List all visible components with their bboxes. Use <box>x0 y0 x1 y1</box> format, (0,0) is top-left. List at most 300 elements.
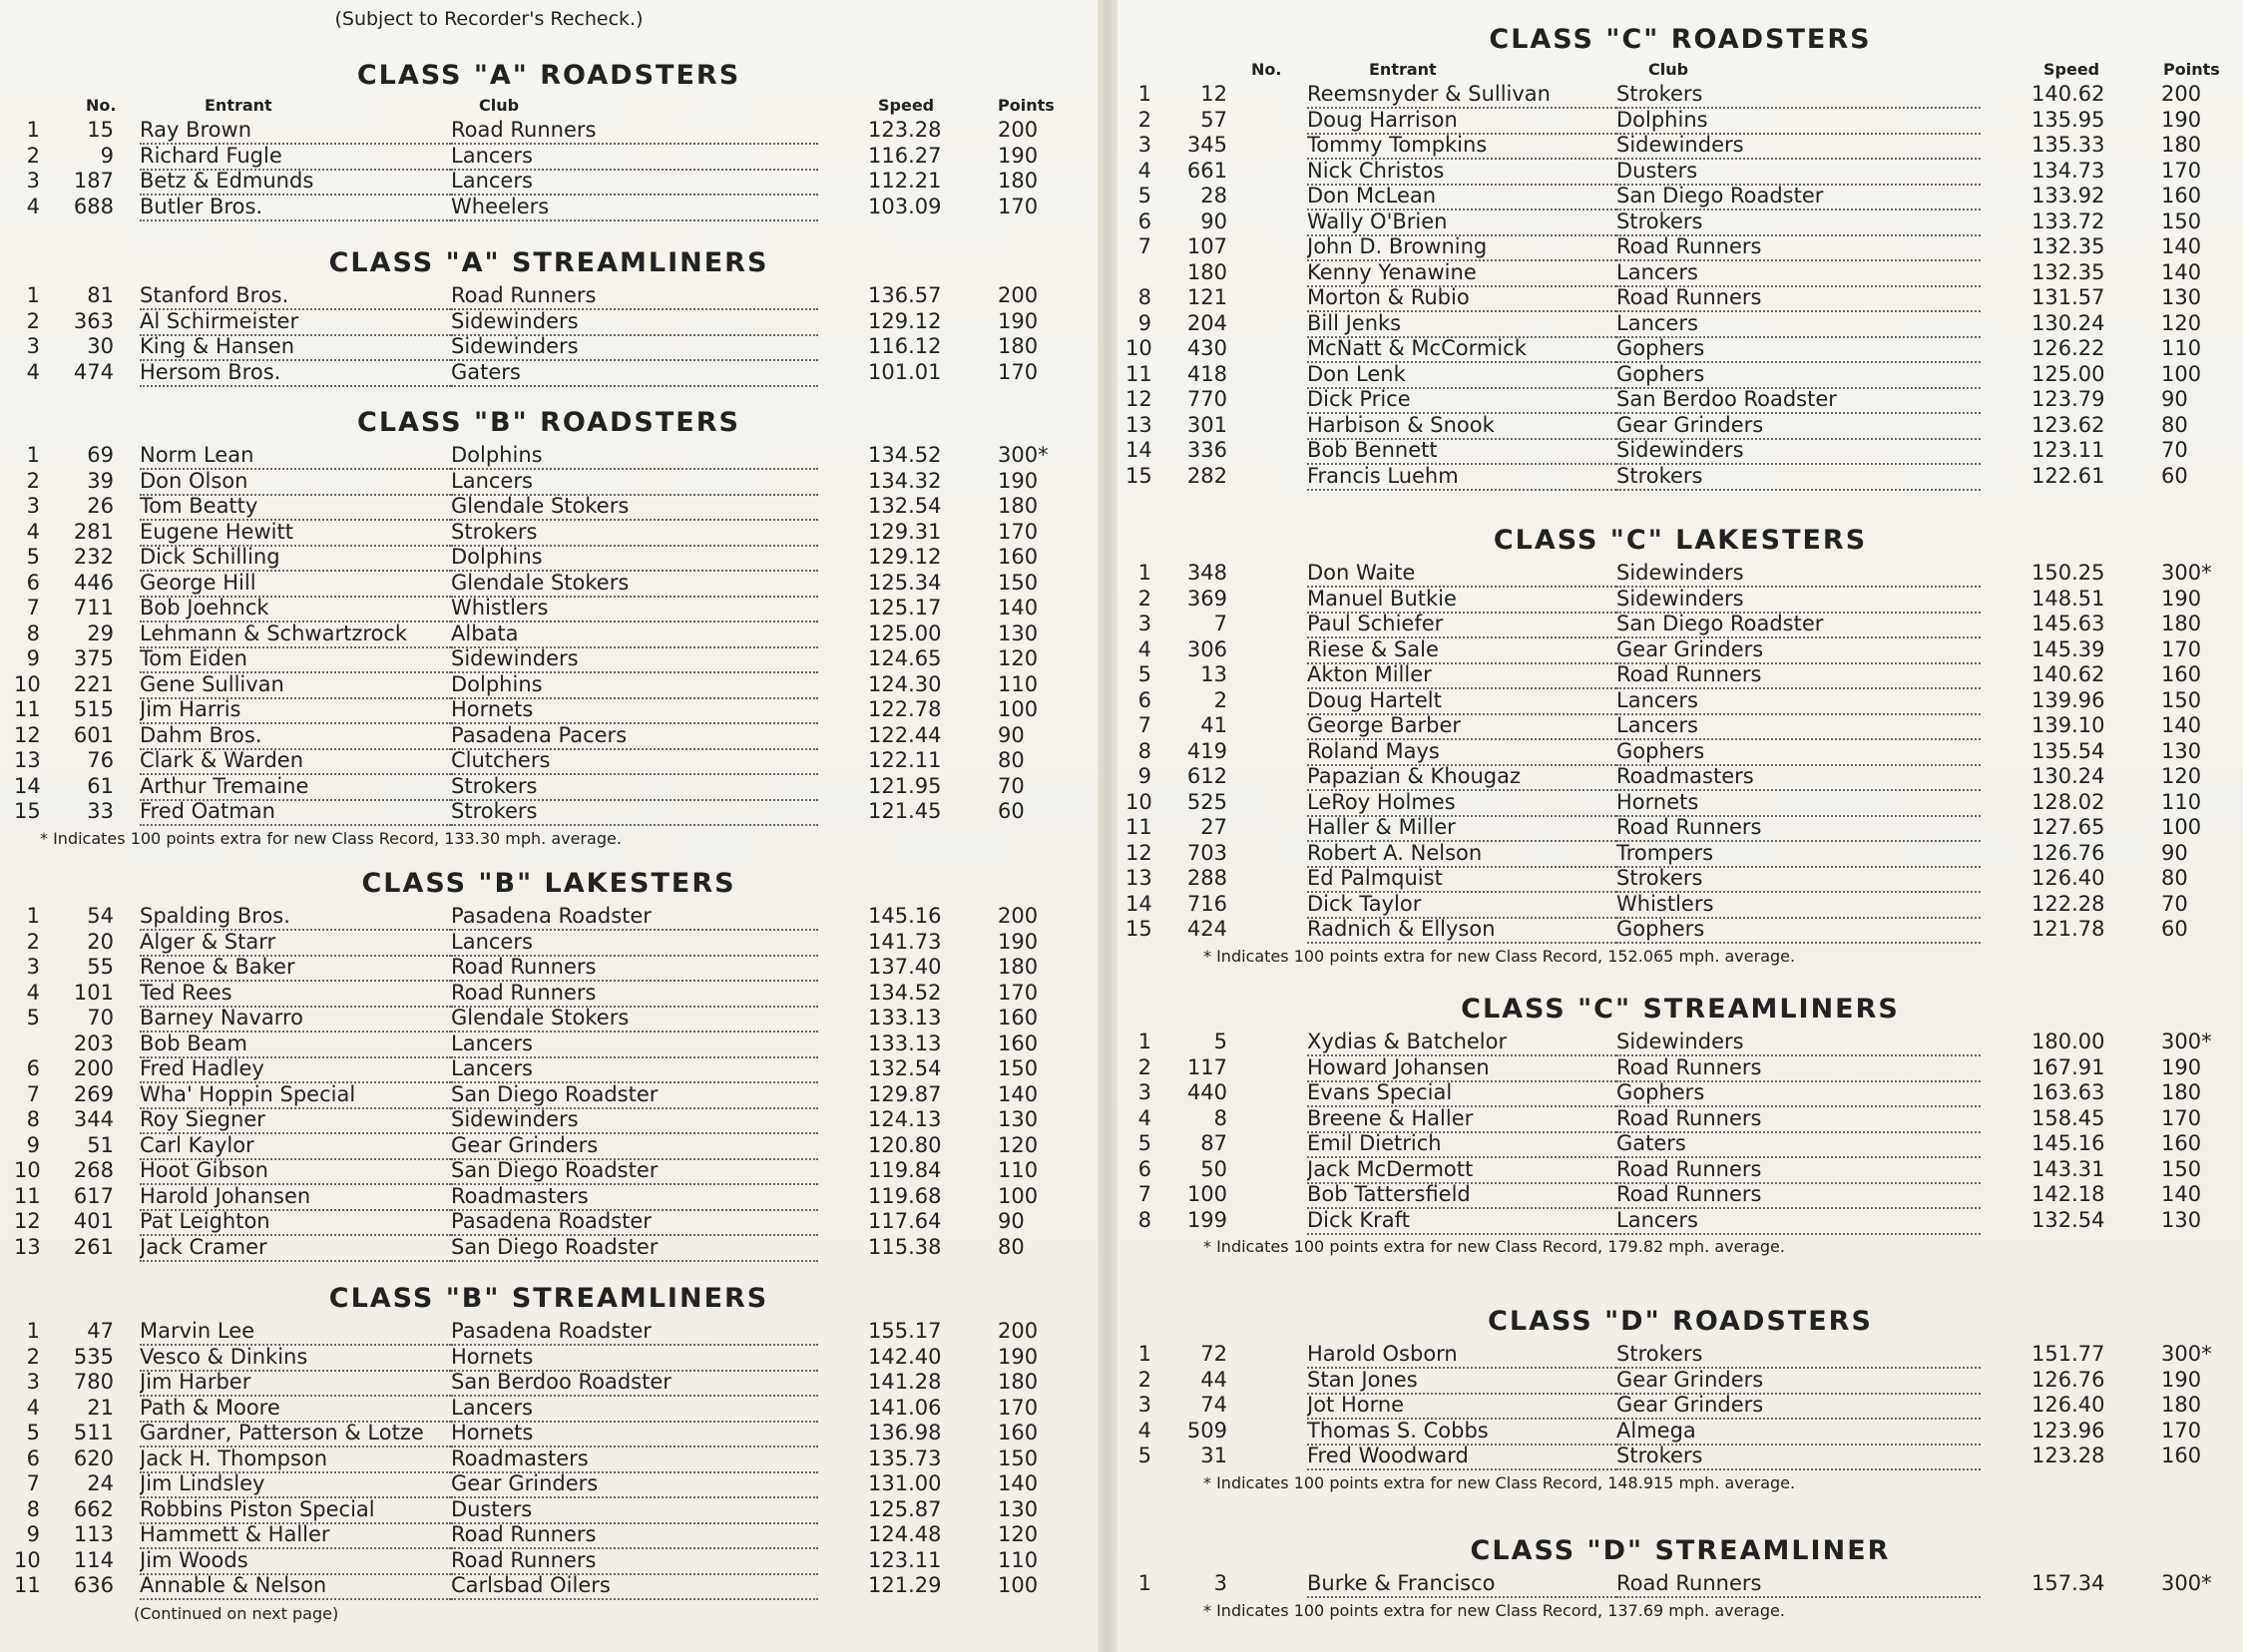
place-cell: 5 <box>1137 1131 1151 1155</box>
place-cell: 4 <box>26 359 40 384</box>
table-row <box>1118 1419 2243 1445</box>
place-cell: 2 <box>26 308 40 333</box>
place-cell: 1 <box>1137 1342 1151 1366</box>
points-cell: 190 <box>2161 107 2202 132</box>
points-cell: 180 <box>2161 1080 2202 1104</box>
place-cell: 3 <box>1137 1080 1151 1104</box>
table-row <box>0 1497 1098 1523</box>
car-number-cell: 288 <box>1186 866 1227 890</box>
speed-cell: 142.18 <box>2031 1182 2105 1206</box>
table-row <box>1118 362 2243 388</box>
car-number-cell: 620 <box>73 1446 114 1470</box>
table-row <box>0 930 1098 956</box>
table-row <box>0 1158 1098 1184</box>
speed-cell: 121.95 <box>868 773 942 798</box>
place-cell: 4 <box>26 519 40 544</box>
club-cell: Pasadena Roadster <box>451 1319 818 1346</box>
points-cell: 180 <box>998 169 1039 193</box>
speed-cell: 140.62 <box>2031 662 2105 686</box>
entrant-cell: Radnich & Ellyson <box>1307 917 1616 944</box>
club-cell: Albata <box>451 621 818 648</box>
car-number-cell: 418 <box>1186 361 1227 386</box>
speed-cell: 124.30 <box>868 671 942 696</box>
place-cell: 1 <box>1137 1030 1151 1053</box>
club-cell: Road Runners <box>451 283 818 310</box>
table-row <box>0 1573 1098 1599</box>
entrant-cell: Jim Lindsley <box>140 1471 451 1498</box>
speed-cell: 101.01 <box>868 359 942 384</box>
car-number-cell: 221 <box>73 671 114 696</box>
table-row <box>1118 892 2243 918</box>
entrant-cell: Don Lenk <box>1307 362 1616 389</box>
table-row <box>0 1471 1098 1497</box>
car-number-cell: 345 <box>1186 133 1227 157</box>
club-cell: Sidewinders <box>1616 561 1981 588</box>
points-cell: 180 <box>2161 133 2202 157</box>
points-cell: 130 <box>2161 1207 2202 1232</box>
points-cell: 200 <box>2161 82 2202 106</box>
column-headers <box>1118 60 2243 82</box>
club-cell: San Berdoo Roadster <box>451 1370 818 1397</box>
points-cell: 200 <box>998 118 1039 142</box>
place-cell: 4 <box>26 1395 40 1420</box>
car-number-cell: 30 <box>87 334 114 358</box>
entrant-cell: Nick Christos <box>1307 159 1616 186</box>
entrant-cell: George Barber <box>1307 713 1616 740</box>
right-page <box>1118 0 2243 1652</box>
speed-cell: 135.95 <box>2031 107 2105 132</box>
table-row <box>1118 311 2243 337</box>
points-cell: 160 <box>998 545 1039 569</box>
table-row <box>1118 561 2243 587</box>
points-cell: 150 <box>998 570 1039 595</box>
club-cell: Hornets <box>451 697 818 724</box>
points-cell: 90 <box>2161 387 2188 411</box>
speed-cell: 126.76 <box>2031 1367 2105 1392</box>
club-cell: Road Runners <box>1616 1182 1981 1209</box>
speed-cell: 133.13 <box>868 1031 942 1055</box>
place-cell: 7 <box>26 1081 40 1106</box>
speed-cell: 128.02 <box>2031 789 2105 814</box>
place-cell: 15 <box>14 799 41 823</box>
club-cell: Sidewinders <box>451 646 818 673</box>
entrant-cell: Francis Luehm <box>1307 464 1616 491</box>
points-cell: 110 <box>2161 336 2202 360</box>
table-row <box>0 646 1098 672</box>
place-cell: 2 <box>26 143 40 168</box>
car-number-cell: 200 <box>73 1056 114 1080</box>
speed-cell: 134.73 <box>2031 158 2105 183</box>
entrant-cell: Doug Hartelt <box>1307 688 1616 715</box>
entrant-cell: Robert A. Nelson <box>1307 841 1616 868</box>
place-cell: 3 <box>26 1370 40 1394</box>
club-cell: Gear Grinders <box>1616 1393 1981 1420</box>
entrant-cell: Alger & Starr <box>140 930 451 957</box>
club-cell: Carlsbad Oilers <box>451 1573 818 1600</box>
place-cell: 6 <box>1137 1156 1151 1181</box>
points-cell: 80 <box>2161 866 2188 890</box>
place-cell: 4 <box>1137 1105 1151 1130</box>
place-cell: 2 <box>1137 1367 1151 1392</box>
points-cell: 170 <box>998 1395 1039 1420</box>
car-number-cell: 344 <box>73 1107 114 1131</box>
car-number-cell: 41 <box>1200 713 1227 737</box>
club-cell: Dolphins <box>451 545 818 572</box>
place-cell: 1 <box>26 283 40 307</box>
car-number-cell: 430 <box>1186 336 1227 360</box>
car-number-cell: 7 <box>1213 612 1227 635</box>
place-cell: 2 <box>26 468 40 493</box>
car-number-cell: 187 <box>73 169 114 193</box>
car-number-cell: 306 <box>1186 636 1227 661</box>
table-row <box>1118 1444 2243 1469</box>
car-number-cell: 29 <box>87 620 114 645</box>
points-cell: 170 <box>2161 158 2202 183</box>
entrant-cell: Doug Harrison <box>1307 108 1616 135</box>
club-cell: Sidewinders <box>451 1107 818 1134</box>
table-row <box>0 545 1098 571</box>
place-cell: 5 <box>26 1006 40 1030</box>
entrant-cell: Don McLean <box>1307 184 1616 210</box>
record-footnote: * Indicates 100 points extra for new Class Record, 152.065 mph. average. <box>1203 946 1796 966</box>
club-cell: San Diego Roadster <box>451 1235 818 1262</box>
table-row <box>1118 739 2243 765</box>
place-cell: 8 <box>1137 285 1151 309</box>
points-cell: 160 <box>2161 1131 2202 1155</box>
table-row <box>1118 790 2243 816</box>
points-cell: 150 <box>2161 1156 2202 1181</box>
points-cell: 190 <box>998 1344 1039 1369</box>
speed-cell: 129.12 <box>868 308 942 333</box>
table-row <box>0 169 1098 195</box>
car-number-cell: 50 <box>1200 1156 1227 1181</box>
club-cell: San Berdoo Roadster <box>1616 387 1981 414</box>
points-cell: 300* <box>2161 1342 2212 1366</box>
points-cell: 110 <box>998 1547 1039 1572</box>
points-cell: 160 <box>2161 662 2202 686</box>
car-number-cell: 20 <box>87 929 114 954</box>
car-number-cell: 440 <box>1186 1080 1227 1104</box>
club-cell: San Diego Roadster <box>1616 612 1981 638</box>
entrant-cell: Lehmann & Schwartzrock <box>140 621 451 648</box>
points-cell: 140 <box>2161 1182 2202 1206</box>
speed-cell: 123.28 <box>2031 1444 2105 1467</box>
record-footnote: * Indicates 100 points extra for new Class Record, 148.915 mph. average. <box>1203 1472 1796 1492</box>
results-section <box>0 243 1098 385</box>
entrant-cell: Roy Siegner <box>140 1107 451 1134</box>
car-number-cell: 55 <box>87 955 114 979</box>
header-points: Points <box>998 96 1055 115</box>
place-cell: 1 <box>1137 82 1151 106</box>
car-number-cell: 419 <box>1186 738 1227 763</box>
table-row <box>0 799 1098 825</box>
club-cell: Glendale Stokers <box>451 1006 818 1032</box>
speed-cell: 132.35 <box>2031 234 2105 258</box>
car-number-cell: 51 <box>87 1132 114 1157</box>
club-cell: Strokers <box>1616 82 1981 109</box>
speed-cell: 134.52 <box>868 980 942 1005</box>
car-number-cell: 363 <box>73 308 114 333</box>
car-number-cell: 13 <box>1200 662 1227 686</box>
club-cell: Gaters <box>1616 1131 1981 1158</box>
results-section <box>1118 20 2243 489</box>
club-cell: Gear Grinders <box>1616 637 1981 664</box>
car-number-cell: 509 <box>1186 1418 1227 1443</box>
club-cell: Road Runners <box>1616 1571 1981 1598</box>
table-row <box>0 144 1098 170</box>
entrant-cell: Butler Bros. <box>140 195 451 221</box>
results-section <box>1118 1302 2243 1497</box>
car-number-cell: 232 <box>73 545 114 569</box>
car-number-cell: 76 <box>87 748 114 772</box>
table-row <box>0 1006 1098 1032</box>
car-number-cell: 348 <box>1186 561 1227 585</box>
entrant-cell: Don Olson <box>140 469 451 496</box>
entrant-cell: Gardner, Patterson & Lotze <box>140 1421 451 1447</box>
speed-cell: 126.76 <box>2031 840 2105 865</box>
table-row <box>1118 1106 2243 1132</box>
points-cell: 190 <box>998 929 1039 954</box>
entrant-cell: Vesco & Dinkins <box>140 1345 451 1372</box>
table-row <box>1118 133 2243 159</box>
club-cell: Road Runners <box>1616 234 1981 261</box>
place-cell: 10 <box>1125 336 1152 360</box>
entrant-cell: Robbins Piston Special <box>140 1497 451 1524</box>
club-cell: Gophers <box>1616 336 1981 363</box>
place-cell: 6 <box>1137 208 1151 233</box>
entrant-cell: Al Schirmeister <box>140 309 451 336</box>
table-row <box>0 1421 1098 1446</box>
section-heading: CLASS "D" STREAMLINER <box>1470 1535 1891 1566</box>
entrant-cell: Harold Osborn <box>1307 1342 1616 1369</box>
table-row <box>0 774 1098 800</box>
points-cell: 170 <box>998 359 1039 384</box>
car-number-cell: 21 <box>87 1395 114 1420</box>
points-cell: 200 <box>998 283 1039 307</box>
entrant-cell: Jim Woods <box>140 1548 451 1575</box>
table-row <box>0 1396 1098 1422</box>
car-number-cell: 44 <box>1200 1367 1227 1392</box>
speed-cell: 129.87 <box>868 1081 942 1106</box>
left-page <box>0 0 1098 1652</box>
section-heading: CLASS "A" STREAMLINERS <box>328 247 769 278</box>
points-cell: 80 <box>998 1234 1025 1259</box>
place-cell: 4 <box>26 194 40 218</box>
entrant-cell: Carl Kaylor <box>140 1133 451 1160</box>
place-cell: 13 <box>1125 866 1152 890</box>
table-row <box>1118 1055 2243 1081</box>
car-number-cell: 282 <box>1186 463 1227 488</box>
club-cell: Road Runners <box>1616 662 1981 689</box>
club-cell: Lancers <box>451 1032 818 1058</box>
table-row <box>1118 1157 2243 1183</box>
entrant-cell: Dick Price <box>1307 387 1616 414</box>
points-cell: 150 <box>2161 208 2202 233</box>
speed-cell: 123.79 <box>2031 387 2105 411</box>
speed-cell: 131.00 <box>868 1471 942 1495</box>
club-cell: Gear Grinders <box>451 1471 818 1498</box>
entrant-cell: John D. Browning <box>1307 234 1616 261</box>
points-cell: 100 <box>2161 815 2202 839</box>
club-cell: Road Runners <box>1616 1106 1981 1133</box>
table-row <box>1118 159 2243 185</box>
table-row <box>1118 1393 2243 1419</box>
points-cell: 200 <box>998 904 1039 928</box>
entrant-cell: Dick Schilling <box>140 545 451 572</box>
car-number-cell: 101 <box>73 980 114 1005</box>
results-section <box>1118 990 2243 1261</box>
entrant-cell: Bob Bennett <box>1307 438 1616 465</box>
place-cell: 4 <box>1137 1418 1151 1443</box>
points-cell: 170 <box>2161 1418 2202 1443</box>
entrant-cell: Stan Jones <box>1307 1368 1616 1395</box>
car-number-cell: 74 <box>1200 1393 1227 1417</box>
club-cell: Clutchers <box>451 748 818 775</box>
points-cell: 180 <box>998 1370 1039 1394</box>
points-cell: 180 <box>998 955 1039 979</box>
table-row <box>1118 413 2243 439</box>
points-cell: 150 <box>998 1056 1039 1080</box>
place-cell: 2 <box>1137 1054 1151 1079</box>
table-row <box>0 1548 1098 1574</box>
points-cell: 140 <box>998 1081 1039 1106</box>
points-cell: 190 <box>998 468 1039 493</box>
place-cell: 8 <box>26 1496 40 1521</box>
points-cell: 150 <box>998 1446 1039 1470</box>
speed-cell: 126.40 <box>2031 866 2105 890</box>
club-cell: Gear Grinders <box>451 1133 818 1160</box>
entrant-cell: Roland Mays <box>1307 739 1616 766</box>
car-number-cell: 269 <box>73 1081 114 1106</box>
section-heading: CLASS "C" LAKESTERS <box>1493 525 1868 556</box>
entrant-cell: Thomas S. Cobbs <box>1307 1419 1616 1446</box>
car-number-cell: 54 <box>87 904 114 928</box>
speed-cell: 145.63 <box>2031 612 2105 635</box>
entrant-cell: Akton Miller <box>1307 662 1616 689</box>
points-cell: 100 <box>998 697 1039 721</box>
table-row <box>1118 1342 2243 1368</box>
table-row <box>0 1082 1098 1108</box>
points-cell: 180 <box>998 494 1039 518</box>
entrant-cell: Fred Woodward <box>1307 1444 1616 1470</box>
entrant-cell: Ray Brown <box>140 118 451 145</box>
table-row <box>1118 1131 2243 1157</box>
entrant-cell: Tommy Tompkins <box>1307 133 1616 160</box>
car-number-cell: 281 <box>73 519 114 544</box>
speed-cell: 125.00 <box>868 620 942 645</box>
speed-cell: 135.33 <box>2031 133 2105 157</box>
club-cell: Roadmasters <box>1616 764 1981 791</box>
table-row <box>0 1056 1098 1082</box>
place-cell: 15 <box>1125 463 1152 488</box>
entrant-cell: Emil Dietrich <box>1307 1131 1616 1158</box>
speed-cell: 115.38 <box>868 1234 942 1259</box>
table-row <box>0 904 1098 930</box>
place-cell: 12 <box>1125 387 1152 411</box>
speed-cell: 124.48 <box>868 1522 942 1546</box>
club-cell: Glendale Stokers <box>451 494 818 521</box>
car-number-cell: 90 <box>1200 208 1227 233</box>
points-cell: 130 <box>998 1496 1039 1521</box>
section-heading: CLASS "C" ROADSTERS <box>1489 24 1872 55</box>
record-footnote: * Indicates 100 points extra for new Class Record, 133.30 mph. average. <box>40 828 622 848</box>
points-cell: 160 <box>998 1006 1039 1030</box>
car-number-cell: 612 <box>1186 764 1227 788</box>
points-cell: 190 <box>998 308 1039 333</box>
speed-cell: 131.57 <box>2031 285 2105 309</box>
table-row <box>0 571 1098 597</box>
points-cell: 140 <box>2161 259 2202 284</box>
table-row <box>1118 184 2243 209</box>
points-cell: 110 <box>998 1158 1039 1182</box>
table-row <box>0 1370 1098 1396</box>
club-cell: Pasadena Pacers <box>451 723 818 750</box>
place-cell: 3 <box>26 334 40 358</box>
place-cell: 3 <box>1137 1393 1151 1417</box>
speed-cell: 121.78 <box>2031 917 2105 941</box>
entrant-cell: Clark & Warden <box>140 748 451 775</box>
header-entrant: Entrant <box>205 96 272 115</box>
table-row <box>1118 336 2243 362</box>
club-cell: Lancers <box>451 930 818 957</box>
car-number-cell: 87 <box>1200 1131 1227 1155</box>
table-row <box>1118 82 2243 108</box>
table-row <box>1118 285 2243 311</box>
speed-cell: 120.80 <box>868 1132 942 1157</box>
car-number-cell: 26 <box>87 494 114 518</box>
speed-cell: 122.44 <box>868 722 942 747</box>
points-cell: 100 <box>2161 361 2202 386</box>
car-number-cell: 711 <box>73 596 114 620</box>
entrant-cell: Xydias & Batchelor <box>1307 1030 1616 1056</box>
table-row <box>1118 260 2243 286</box>
club-cell: Lancers <box>451 1396 818 1423</box>
page-fold <box>1098 0 1118 1652</box>
speed-cell: 133.13 <box>868 1006 942 1030</box>
entrant-cell: Bob Beam <box>140 1032 451 1058</box>
table-row <box>1118 1080 2243 1106</box>
car-number-cell: 33 <box>87 799 114 823</box>
table-row <box>0 1032 1098 1057</box>
club-cell: Road Runners <box>451 981 818 1008</box>
points-cell: 80 <box>998 748 1025 772</box>
entrant-cell: Jot Horne <box>1307 1393 1616 1420</box>
speed-cell: 148.51 <box>2031 586 2105 611</box>
table-row <box>0 748 1098 774</box>
table-row <box>0 309 1098 335</box>
points-cell: 140 <box>998 596 1039 620</box>
table-row <box>0 697 1098 723</box>
speed-cell: 157.34 <box>2031 1571 2105 1595</box>
car-number-cell: 28 <box>1200 184 1227 207</box>
car-number-cell: 24 <box>87 1471 114 1495</box>
speed-cell: 141.06 <box>868 1395 942 1420</box>
speed-cell: 123.28 <box>868 118 942 142</box>
speed-cell: 134.52 <box>868 443 942 467</box>
place-cell: 12 <box>14 1209 41 1233</box>
table-row <box>0 118 1098 144</box>
place-cell: 7 <box>26 596 40 620</box>
club-cell: Lancers <box>1616 688 1981 715</box>
car-number-cell: 617 <box>73 1183 114 1208</box>
speed-cell: 129.12 <box>868 545 942 569</box>
speed-cell: 119.84 <box>868 1158 942 1182</box>
table-row <box>1118 438 2243 464</box>
points-cell: 170 <box>998 980 1039 1005</box>
table-row <box>0 1209 1098 1235</box>
points-cell: 150 <box>2161 687 2202 712</box>
table-row <box>1118 1208 2243 1234</box>
